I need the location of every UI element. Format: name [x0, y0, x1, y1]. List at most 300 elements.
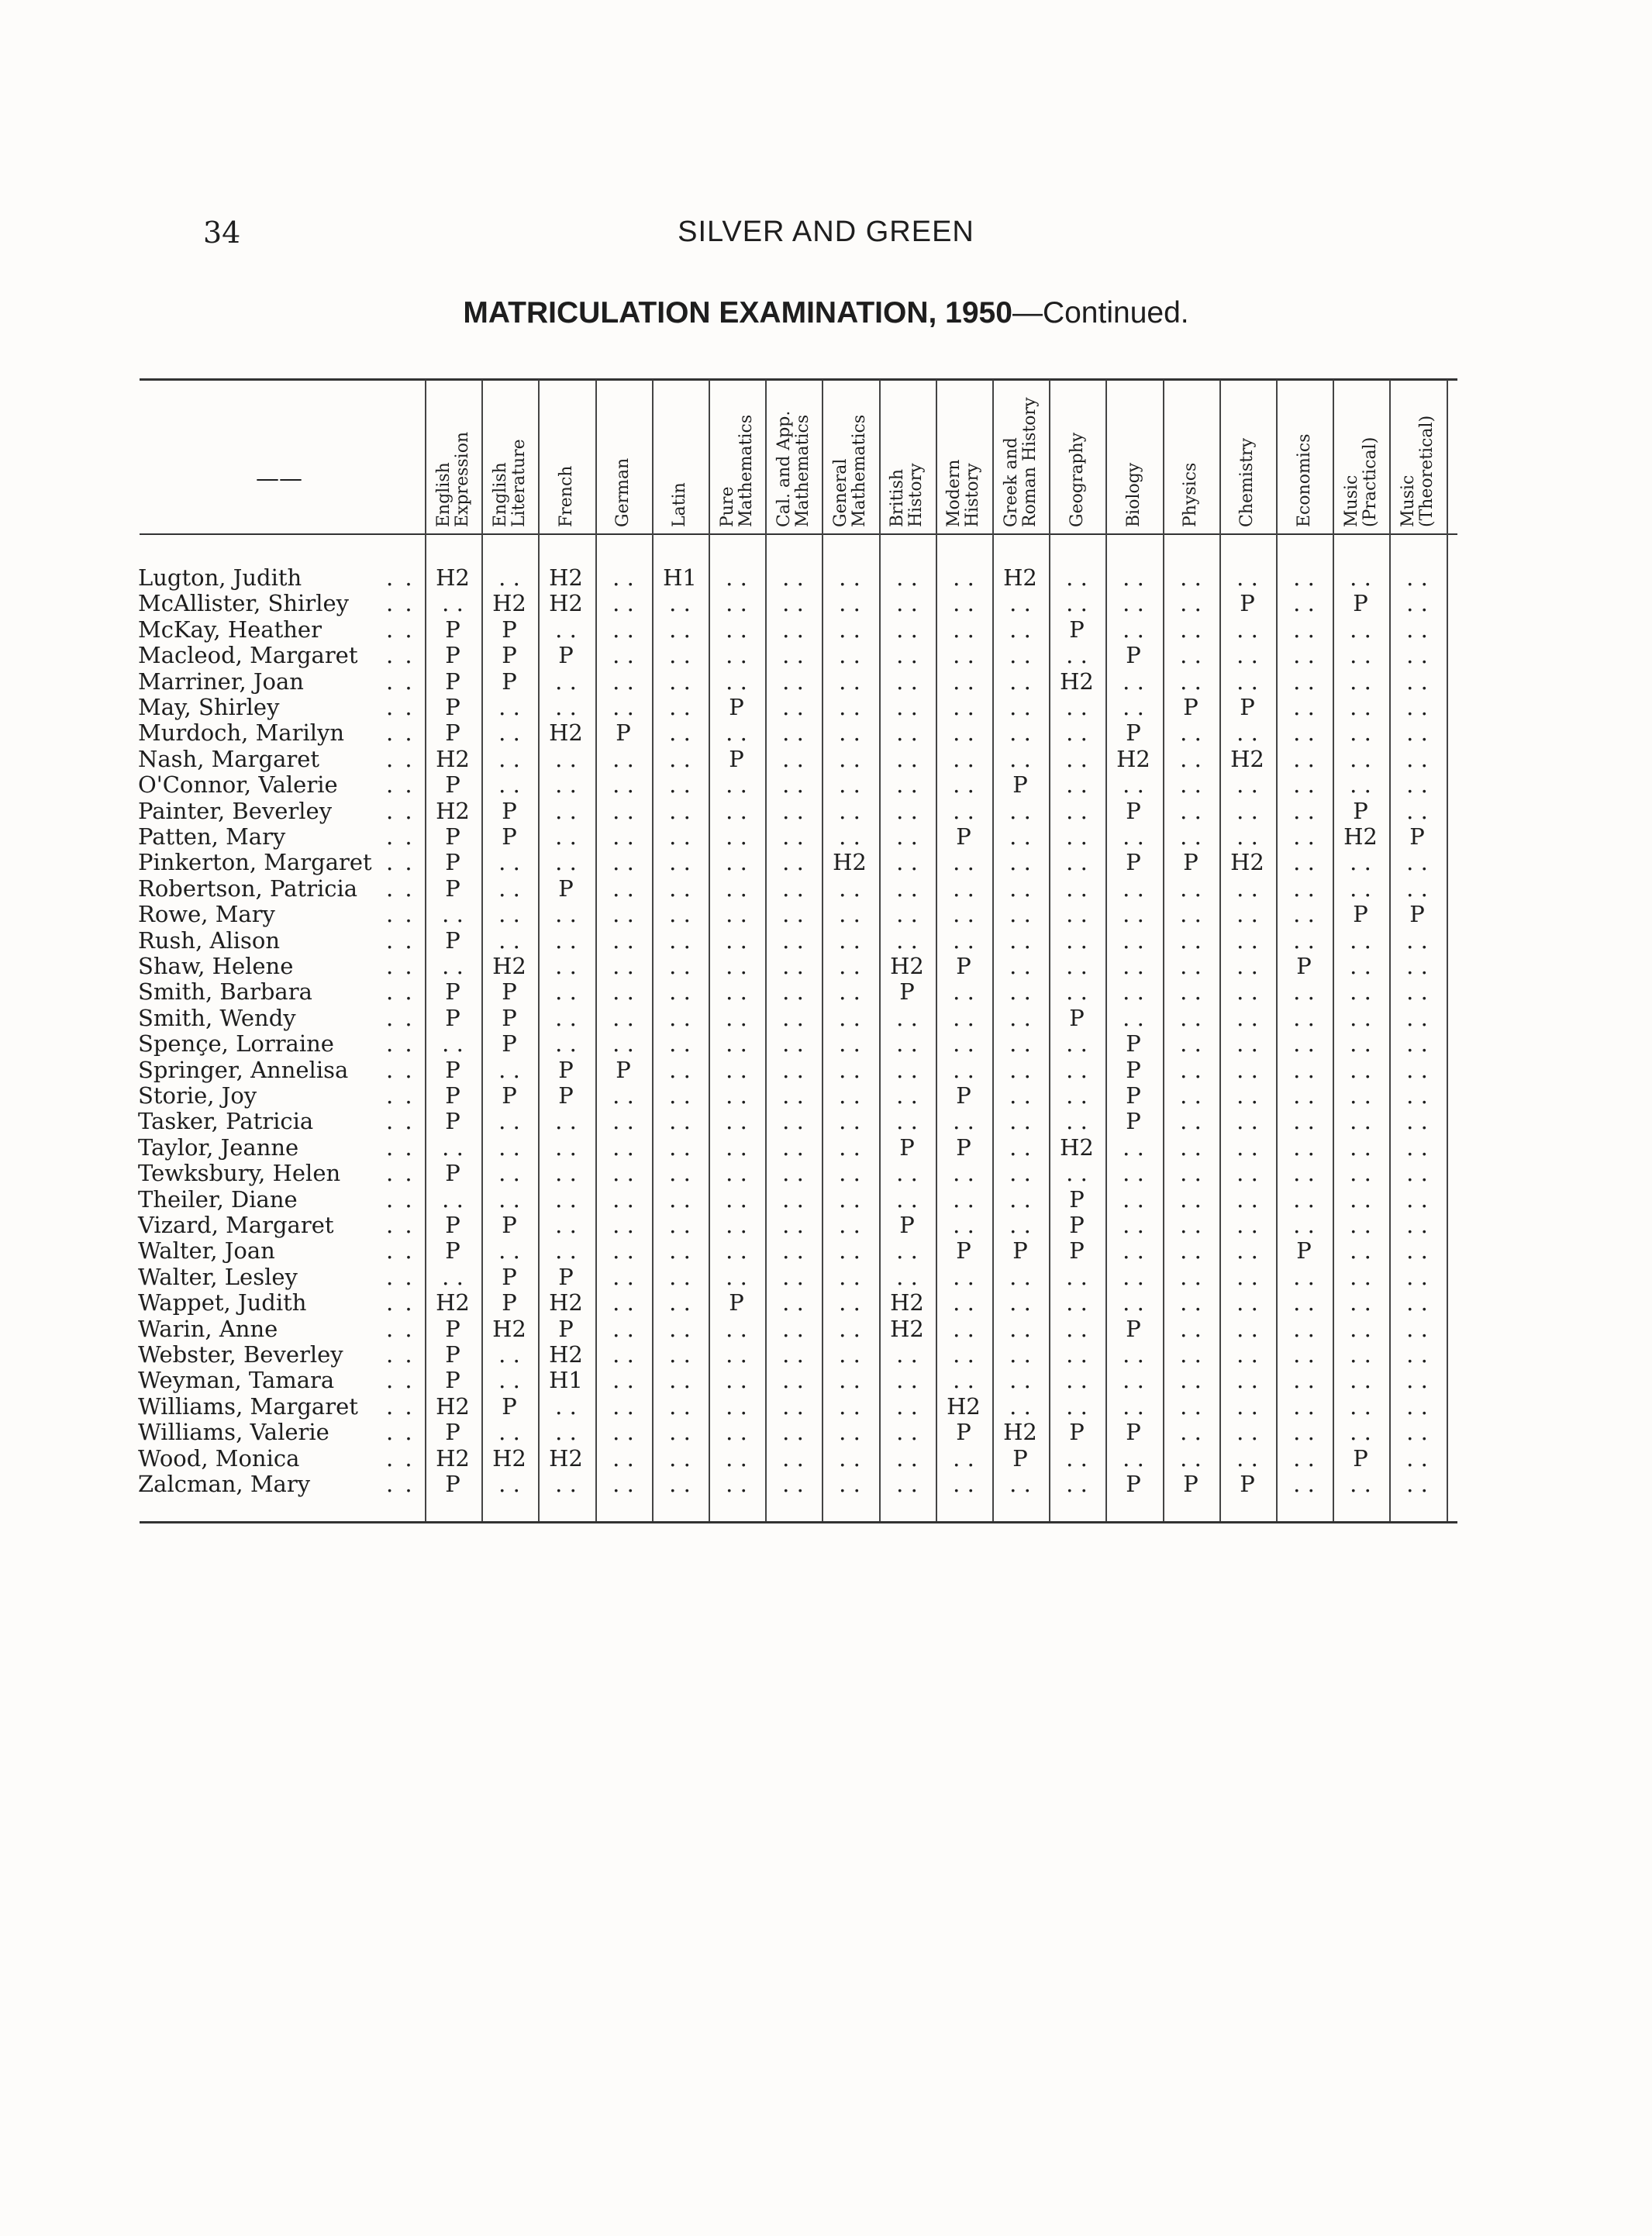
result-cell: . . — [726, 1445, 747, 1472]
result-cell: . . — [555, 1186, 577, 1213]
result-cell: . . — [953, 798, 974, 824]
result-cell: . . — [498, 1160, 520, 1186]
column-header-label — [888, 463, 926, 527]
result-cell: H2 — [492, 953, 526, 979]
student-name: Painter, Beverley — [138, 798, 333, 824]
result-cell: . . — [1009, 746, 1031, 772]
result-cell: . . — [839, 875, 860, 902]
result-cell: . . — [1180, 590, 1202, 616]
result-cell: . . — [726, 1005, 747, 1031]
result-cell: P — [1183, 849, 1198, 875]
name-leader: . . — [386, 1289, 415, 1316]
result-cell: . . — [1009, 927, 1031, 954]
column-header — [434, 431, 472, 528]
result-cell: . . — [1123, 1134, 1144, 1161]
result-cell: H2 — [1116, 746, 1150, 772]
result-cell: P — [445, 1057, 460, 1083]
result-cell: . . — [1350, 1134, 1371, 1161]
result-cell: . . — [1293, 1082, 1315, 1109]
result-cell: . . — [839, 1289, 860, 1316]
result-cell: . . — [1406, 1057, 1428, 1083]
student-name: Rowe, Mary — [138, 901, 275, 927]
result-cell: P — [502, 642, 517, 668]
result-cell: . . — [782, 668, 804, 695]
result-cell: . . — [953, 1471, 974, 1497]
result-cell: . . — [1406, 798, 1428, 824]
result-cell: . . — [1236, 1393, 1258, 1420]
result-cell: . . — [782, 616, 804, 643]
result-cell: . . — [612, 1419, 634, 1445]
student-name: Smith, Barbara — [138, 978, 312, 1005]
result-cell: . . — [1236, 823, 1258, 850]
result-cell: . . — [1123, 668, 1144, 695]
result-cell: . . — [1236, 1367, 1258, 1393]
result-cell: P — [1353, 798, 1368, 824]
result-cell: H2 — [492, 590, 526, 616]
student-name: McKay, Heather — [138, 616, 322, 643]
result-cell: . . — [1009, 590, 1031, 616]
result-cell: . . — [726, 1030, 747, 1057]
result-cell: . . — [953, 1030, 974, 1057]
result-cell: H2 — [436, 564, 470, 591]
result-cell: . . — [726, 798, 747, 824]
result-cell: . . — [839, 590, 860, 616]
result-cell: . . — [1350, 746, 1371, 772]
page-number: 34 — [203, 216, 241, 250]
name-leader: . . — [386, 1341, 415, 1368]
result-cell: . . — [839, 1237, 860, 1264]
result-cell: . . — [612, 771, 634, 798]
result-cell: H1 — [663, 564, 697, 591]
result-cell: . . — [669, 1237, 691, 1264]
result-cell: . . — [726, 1471, 747, 1497]
result-cell: . . — [1406, 849, 1428, 875]
result-cell: . . — [1009, 823, 1031, 850]
result-cell: . . — [1009, 1471, 1031, 1497]
result-cell: P — [502, 978, 517, 1005]
result-cell: . . — [1009, 719, 1031, 746]
result-cell: . . — [1236, 798, 1258, 824]
result-cell: . . — [555, 927, 577, 954]
student-name: Webster, Beverley — [138, 1341, 343, 1368]
result-cell: . . — [1350, 616, 1371, 643]
result-cell: H2 — [1003, 1419, 1037, 1445]
student-name: Springer, Annelisa — [138, 1057, 349, 1083]
result-cell: . . — [1350, 1289, 1371, 1316]
result-cell: . . — [896, 590, 918, 616]
column-header-line: Pure — [718, 486, 737, 527]
result-cell: . . — [1350, 771, 1371, 798]
column-header-line: Literature — [509, 439, 529, 527]
result-cell: . . — [839, 1005, 860, 1031]
result-cell: P — [1126, 1057, 1141, 1083]
result-cell: P — [729, 694, 744, 720]
result-cell: . . — [442, 953, 464, 979]
column-header-line: English — [434, 462, 454, 527]
result-cell: . . — [1293, 1367, 1315, 1393]
result-cell: . . — [1236, 1108, 1258, 1134]
result-cell: . . — [839, 1341, 860, 1368]
result-cell: . . — [1406, 616, 1428, 643]
result-cell: P — [616, 1057, 631, 1083]
table-title — [0, 296, 1652, 330]
result-cell: P — [956, 823, 971, 850]
column-header-label — [775, 411, 812, 527]
result-cell: . . — [1180, 1393, 1202, 1420]
result-cell: . . — [953, 694, 974, 720]
result-cell: . . — [555, 746, 577, 772]
result-cell: . . — [1066, 590, 1088, 616]
result-cell: . . — [612, 1005, 634, 1031]
result-cell: . . — [1293, 564, 1315, 591]
result-cell: . . — [1066, 927, 1088, 954]
result-cell: . . — [1236, 1030, 1258, 1057]
result-cell: . . — [1350, 564, 1371, 591]
result-cell: . . — [555, 978, 577, 1005]
result-cell: . . — [555, 798, 577, 824]
result-cell: . . — [726, 901, 747, 927]
result-cell: . . — [1406, 1367, 1428, 1393]
result-cell: H2 — [1060, 1134, 1094, 1161]
result-cell: . . — [1180, 901, 1202, 927]
column-header — [557, 465, 576, 528]
result-cell: . . — [669, 746, 691, 772]
name-leader: . . — [386, 1471, 415, 1497]
result-cell: P — [445, 849, 460, 875]
result-cell: P — [445, 668, 460, 695]
result-cell: . . — [896, 1264, 918, 1290]
result-cell: P — [1296, 953, 1312, 979]
result-cell: . . — [896, 798, 918, 824]
result-cell: P — [445, 1237, 460, 1264]
result-cell: . . — [1236, 1082, 1258, 1109]
student-name: Williams, Valerie — [138, 1419, 329, 1445]
result-cell: . . — [782, 564, 804, 591]
student-name: Walter, Lesley — [138, 1264, 298, 1290]
result-cell: . . — [1180, 1134, 1202, 1161]
result-cell: . . — [1293, 1005, 1315, 1031]
result-cell: . . — [782, 746, 804, 772]
result-cell: . . — [1009, 1393, 1031, 1420]
student-name: Patten, Mary — [138, 823, 286, 850]
result-cell: . . — [442, 1264, 464, 1290]
result-cell: . . — [839, 642, 860, 668]
student-name: Spençe, Lorraine — [138, 1030, 334, 1057]
result-cell: . . — [1406, 719, 1428, 746]
name-leader: . . — [386, 823, 415, 850]
column-header-label — [491, 439, 529, 527]
result-cell: . . — [612, 590, 634, 616]
result-cell: . . — [1293, 1264, 1315, 1290]
name-leader: . . — [386, 1030, 415, 1057]
column-header — [613, 457, 633, 528]
result-cell: . . — [1350, 694, 1371, 720]
result-cell: . . — [612, 1445, 634, 1472]
result-cell: . . — [726, 642, 747, 668]
result-cell: . . — [839, 746, 860, 772]
result-cell: . . — [1293, 694, 1315, 720]
result-cell: . . — [726, 823, 747, 850]
result-cell: P — [445, 719, 460, 746]
student-name: Tewksbury, Helen — [138, 1160, 341, 1186]
result-cell: . . — [1066, 1108, 1088, 1134]
result-cell: P — [956, 1237, 971, 1264]
result-cell: P — [445, 642, 460, 668]
result-cell: P — [729, 746, 744, 772]
result-cell: . . — [1406, 875, 1428, 902]
result-cell: . . — [1009, 642, 1031, 668]
result-cell: . . — [442, 1134, 464, 1161]
result-cell: . . — [1123, 1005, 1144, 1031]
result-cell: . . — [1180, 1212, 1202, 1238]
result-cell: . . — [498, 1419, 520, 1445]
result-cell: . . — [896, 1005, 918, 1031]
result-cell: . . — [1123, 1289, 1144, 1316]
result-cell: . . — [1180, 1030, 1202, 1057]
result-cell: . . — [612, 1264, 634, 1290]
result-cell: . . — [555, 1005, 577, 1031]
result-cell: . . — [1236, 642, 1258, 668]
result-cell: . . — [498, 1237, 520, 1264]
result-cell: . . — [726, 590, 747, 616]
result-cell: . . — [953, 875, 974, 902]
result-cell: . . — [839, 1134, 860, 1161]
column-header-line: Expression — [453, 431, 472, 527]
result-cell: H2 — [549, 1341, 583, 1368]
result-cell: . . — [953, 1057, 974, 1083]
result-cell: . . — [612, 875, 634, 902]
result-cell: . . — [669, 1367, 691, 1393]
result-cell: . . — [953, 1108, 974, 1134]
result-cell: P — [445, 1212, 460, 1238]
result-cell: . . — [726, 875, 747, 902]
result-cell: . . — [726, 849, 747, 875]
result-cell: . . — [782, 1289, 804, 1316]
result-cell: P — [445, 1108, 460, 1134]
result-cell: . . — [1293, 927, 1315, 954]
student-name: Walter, Joan — [138, 1237, 275, 1264]
result-cell: . . — [612, 927, 634, 954]
result-cell: . . — [782, 927, 804, 954]
result-cell: . . — [1123, 978, 1144, 1005]
result-cell: . . — [1066, 694, 1088, 720]
result-cell: . . — [669, 901, 691, 927]
column-header-label — [1181, 463, 1200, 527]
column-header-label — [1238, 438, 1257, 527]
result-cell: . . — [839, 1264, 860, 1290]
result-cell: . . — [839, 719, 860, 746]
result-cell: . . — [782, 1419, 804, 1445]
result-cell: . . — [1350, 953, 1371, 979]
result-cell: . . — [498, 1134, 520, 1161]
result-cell: . . — [612, 1341, 634, 1368]
name-leader: . . — [386, 1108, 415, 1134]
result-cell: . . — [1406, 1316, 1428, 1342]
result-cell: . . — [498, 746, 520, 772]
result-cell: . . — [953, 1212, 974, 1238]
result-cell: . . — [498, 694, 520, 720]
result-cell: . . — [1066, 564, 1088, 591]
result-cell: P — [1126, 798, 1141, 824]
result-cell: . . — [1293, 1445, 1315, 1472]
result-cell: . . — [612, 1367, 634, 1393]
result-cell: . . — [1406, 668, 1428, 695]
result-cell: . . — [1180, 1005, 1202, 1031]
result-cell: . . — [555, 849, 577, 875]
result-cell: . . — [1406, 694, 1428, 720]
result-cell: P — [445, 1005, 460, 1031]
result-cell: H2 — [1230, 746, 1264, 772]
result-cell: . . — [1406, 1134, 1428, 1161]
column-header-label — [614, 458, 633, 527]
result-cell: . . — [1350, 1316, 1371, 1342]
result-cell: . . — [896, 564, 918, 591]
result-cell: . . — [782, 901, 804, 927]
result-cell: . . — [1406, 1030, 1428, 1057]
result-cell: . . — [669, 1419, 691, 1445]
result-cell: . . — [1293, 1393, 1315, 1420]
result-cell: . . — [839, 927, 860, 954]
result-cell: . . — [1009, 849, 1031, 875]
name-leader: . . — [386, 719, 415, 746]
result-cell: . . — [782, 875, 804, 902]
result-cell: . . — [1180, 823, 1202, 850]
result-cell: . . — [839, 1082, 860, 1109]
result-cell: . . — [555, 771, 577, 798]
result-cell: P — [1353, 590, 1368, 616]
result-cell: P — [1126, 1030, 1141, 1057]
result-cell: P — [558, 1057, 574, 1083]
result-cell: . . — [612, 668, 634, 695]
result-cell: . . — [953, 1005, 974, 1031]
result-cell: . . — [1406, 1264, 1428, 1290]
result-cell: P — [1012, 1445, 1028, 1472]
column-header — [831, 414, 869, 528]
result-cell: . . — [1123, 875, 1144, 902]
result-cell: . . — [1236, 1289, 1258, 1316]
column-header-label — [1399, 416, 1436, 527]
column-header-line: Biology — [1124, 462, 1143, 527]
result-cell: . . — [1293, 1419, 1315, 1445]
column-header-label — [945, 459, 982, 527]
result-cell: . . — [1180, 642, 1202, 668]
result-cell: P — [899, 978, 915, 1005]
result-cell: . . — [1293, 1289, 1315, 1316]
result-cell: . . — [896, 1237, 918, 1264]
result-cell: . . — [782, 771, 804, 798]
student-name: Theiler, Diane — [138, 1186, 298, 1213]
result-cell: . . — [669, 1108, 691, 1134]
result-cell: P — [1069, 1186, 1085, 1213]
result-cell: . . — [839, 901, 860, 927]
result-cell: . . — [555, 668, 577, 695]
result-cell: . . — [1180, 1186, 1202, 1213]
result-cell: . . — [1236, 771, 1258, 798]
result-cell: P — [616, 719, 631, 746]
result-cell: . . — [1236, 1005, 1258, 1031]
name-leader: . . — [386, 1057, 415, 1083]
result-cell: . . — [782, 1341, 804, 1368]
column-header-line: Latin — [670, 482, 689, 527]
result-cell: . . — [1406, 927, 1428, 954]
result-cell: . . — [1180, 1082, 1202, 1109]
result-cell: . . — [1350, 1471, 1371, 1497]
result-cell: P — [956, 1082, 971, 1109]
result-cell: . . — [726, 978, 747, 1005]
result-cell: P — [899, 1134, 915, 1161]
result-cell: . . — [782, 1160, 804, 1186]
column-header — [1002, 397, 1040, 528]
result-cell: H2 — [890, 1316, 924, 1342]
result-cell: P — [1353, 1445, 1368, 1472]
result-cell: . . — [839, 1393, 860, 1420]
result-cell: . . — [782, 798, 804, 824]
name-leader: . . — [386, 1316, 415, 1342]
result-cell: . . — [1350, 1186, 1371, 1213]
result-cell: P — [729, 1289, 744, 1316]
result-cell: . . — [555, 694, 577, 720]
result-cell: . . — [896, 771, 918, 798]
result-cell: . . — [953, 616, 974, 643]
result-cell: . . — [953, 849, 974, 875]
result-cell: . . — [782, 1264, 804, 1290]
result-cell: . . — [669, 978, 691, 1005]
result-cell: . . — [1406, 953, 1428, 979]
result-cell: . . — [839, 1160, 860, 1186]
result-cell: . . — [782, 1057, 804, 1083]
name-leader: . . — [386, 1393, 415, 1420]
name-leader: . . — [386, 901, 415, 927]
result-cell: . . — [669, 798, 691, 824]
result-cell: . . — [669, 1082, 691, 1109]
result-cell: . . — [1293, 1030, 1315, 1057]
result-cell: . . — [1066, 1316, 1088, 1342]
result-cell: . . — [1123, 823, 1144, 850]
result-cell: . . — [442, 901, 464, 927]
result-cell: . . — [1293, 1134, 1315, 1161]
result-cell: . . — [1406, 590, 1428, 616]
result-cell: . . — [839, 1445, 860, 1472]
result-cell: . . — [555, 1212, 577, 1238]
result-cell: . . — [896, 1471, 918, 1497]
name-leader: . . — [386, 746, 415, 772]
result-cell: . . — [1293, 642, 1315, 668]
result-cell: . . — [669, 616, 691, 643]
result-cell: . . — [1236, 1134, 1258, 1161]
result-cell: . . — [498, 901, 520, 927]
result-cell: . . — [669, 1212, 691, 1238]
column-header-label — [719, 415, 756, 527]
student-name: Robertson, Patricia — [138, 875, 358, 902]
column-header-label — [435, 432, 472, 527]
student-name: Pinkerton, Margaret — [138, 849, 372, 875]
result-cell: . . — [1236, 1057, 1258, 1083]
result-cell: . . — [1350, 668, 1371, 695]
result-cell: P — [1409, 823, 1425, 850]
result-cell: . . — [612, 978, 634, 1005]
result-cell: . . — [1236, 1212, 1258, 1238]
result-cell: . . — [953, 1341, 974, 1368]
result-cell: . . — [953, 1289, 974, 1316]
result-cell: . . — [726, 1237, 747, 1264]
result-cell: . . — [896, 1030, 918, 1057]
result-cell: . . — [612, 564, 634, 591]
name-leader: . . — [386, 694, 415, 720]
result-cell: . . — [612, 1316, 634, 1342]
result-cell: P — [1183, 1471, 1198, 1497]
result-cell: . . — [1350, 849, 1371, 875]
result-cell: . . — [1236, 1445, 1258, 1472]
